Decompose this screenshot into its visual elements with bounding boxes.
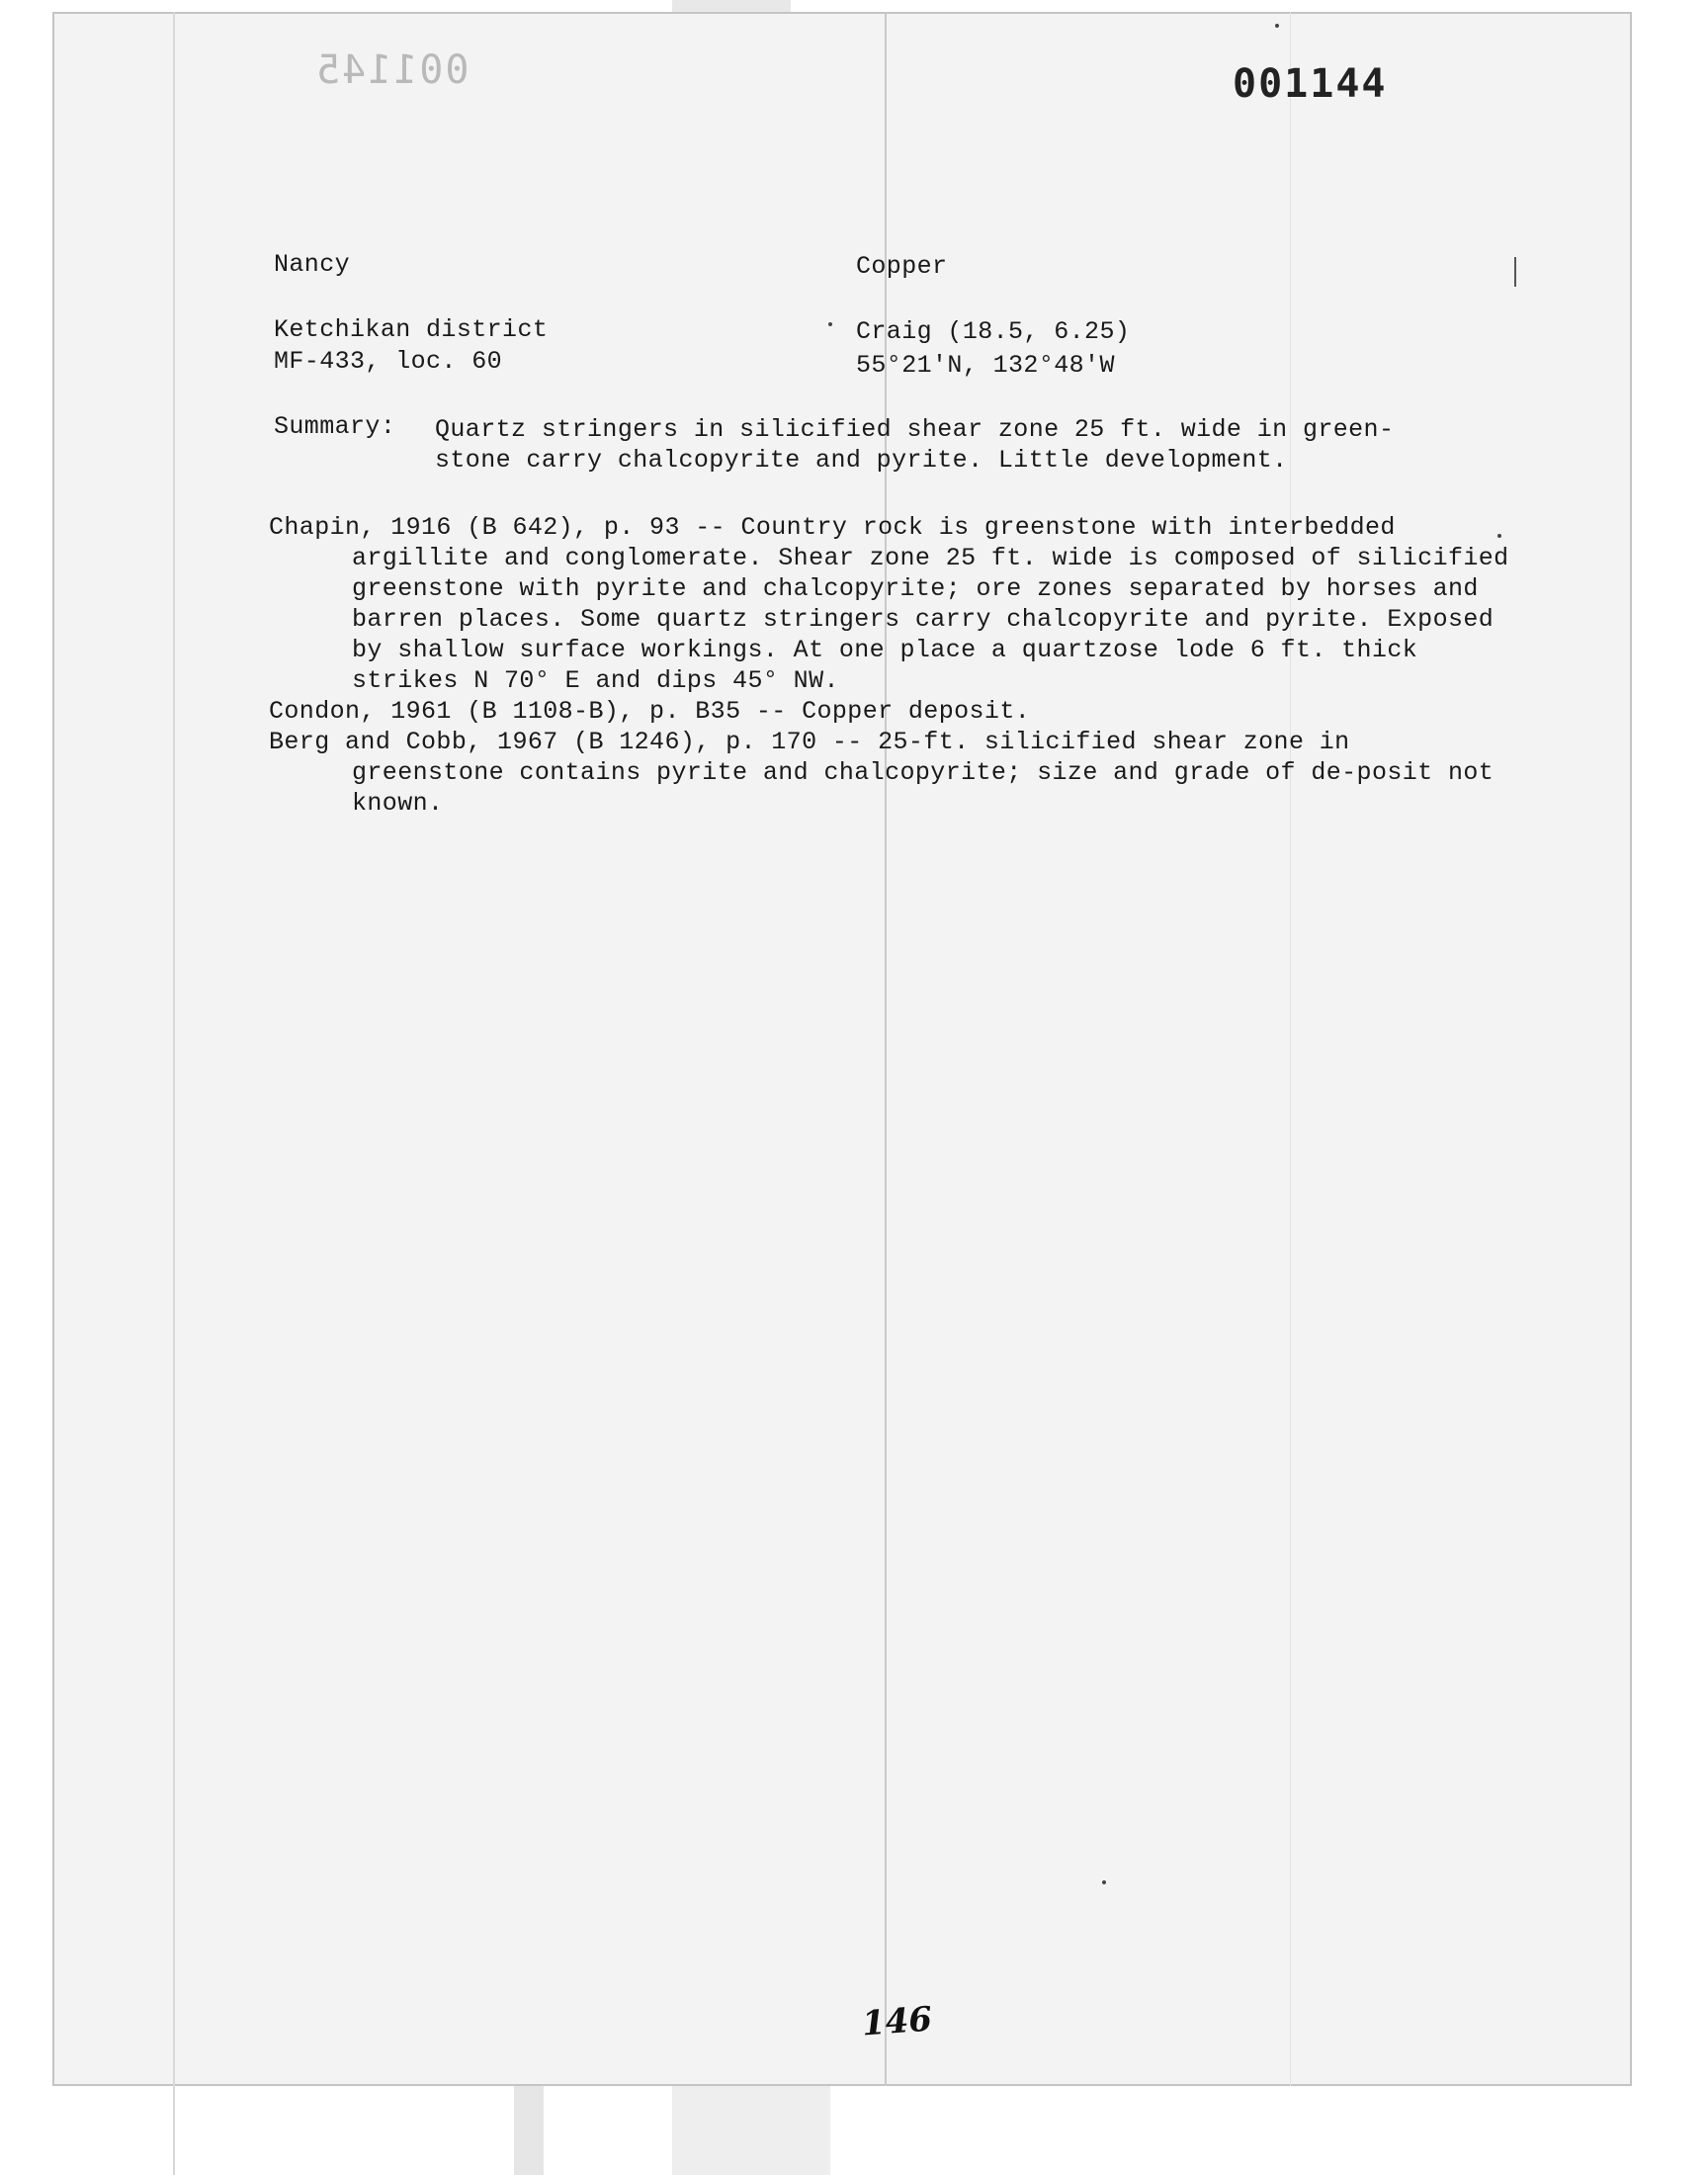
scan-artifact — [672, 0, 791, 12]
scan-speck — [828, 322, 832, 326]
district: Ketchikan district — [274, 315, 549, 344]
scan-artifact — [672, 2086, 830, 2175]
mine-name: Nancy — [274, 250, 351, 279]
bleed-through-stamp: 001145 — [314, 47, 470, 93]
reference-entry: Condon, 1961 (B 1108-B), p. B35 -- Copper deposit. — [269, 697, 1031, 726]
scan-artifact — [1290, 12, 1291, 2086]
references-list — [269, 512, 1514, 819]
handwritten-page-number: 146 — [860, 1999, 934, 2044]
scan-artifact — [173, 12, 175, 2175]
scan-speck — [1275, 24, 1279, 28]
scan-artifact — [514, 2086, 544, 2175]
reference-entry: Berg and Cobb, 1967 (B 1246), p. 170 -- 25-ft. silicified shear zone in greenstone contains pyrite and chalcopyrite; size and grade of de-posit not known. — [269, 728, 1494, 818]
scan-speck — [1497, 534, 1501, 538]
commodity: Copper — [856, 252, 948, 281]
summary-label: Summary: — [274, 412, 396, 441]
document-number-stamp: 001144 — [1233, 61, 1388, 107]
coordinates: 55°21'N, 132°48'W — [856, 351, 1115, 380]
reference-entry: Chapin, 1916 (B 642), p. 93 -- Country rock is greenstone with interbedded argillite and conglomerate. Shear zone 25 ft. wide is composed of silicified greenstone with pyrite and chalcopyrite; ore zones separated by horses and barren places. Some quartz stringers carry chalcopyrite and pyrite. Exposed by shallow surface workings. At one place a quartzose lode 6 ft. thick strikes N 70° E and dips 45° NW. — [269, 513, 1509, 695]
scan-speck — [1102, 1880, 1106, 1884]
map-reference: MF-433, loc. 60 — [274, 347, 503, 376]
summary-text: Quartz stringers in silicified shear zone 25 ft. wide in green-stone carry chalcopyrite and pyrite. Little development. — [435, 415, 1395, 475]
quadrangle: Craig (18.5, 6.25) — [856, 317, 1131, 346]
margin-mark — [1514, 257, 1516, 287]
